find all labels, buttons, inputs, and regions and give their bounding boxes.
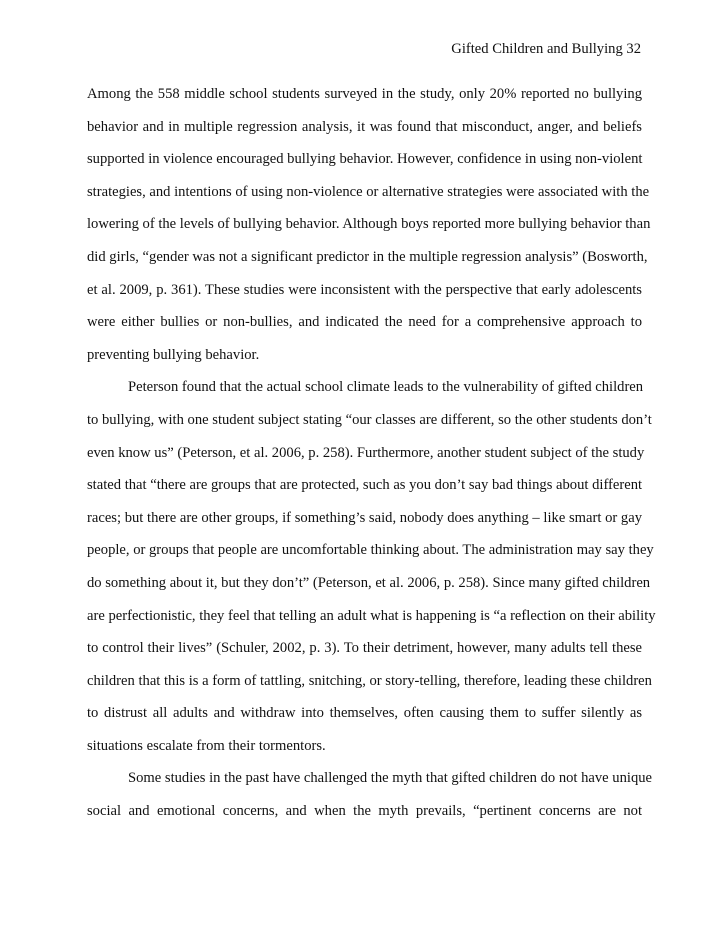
text-line: do something about it, but they don’t” (Peterson, et al. 2006, p. 258). Since many gifted children bbox=[87, 574, 651, 591]
text-line: to distrust all adults and withdraw into themselves, often causing them to suffer silently as bbox=[87, 705, 642, 722]
text-line: even know us” (Peterson, et al. 2006, p. 258). Furthermore, another student subject of the study bbox=[87, 444, 645, 461]
text-line: to bullying, with one student subject stating “our classes are different, so the other students don’t bbox=[87, 411, 652, 428]
text-line: Among the 558 middle school students surveyed in the study, only 20% reported no bullying bbox=[87, 86, 642, 102]
text-line: supported in violence encouraged bullying behavior. However, confidence in using non-violent bbox=[87, 151, 643, 168]
text-line: are perfectionistic, they feel that telling an adult what is happening is “a reflection on their ability bbox=[87, 607, 656, 624]
text-line: did girls, “gender was not a significant predictor in the multiple regression analysis” (Bosworth, bbox=[87, 248, 648, 265]
text-line: social and emotional concerns, and when the myth prevails, “pertinent concerns are not bbox=[87, 803, 642, 820]
text-line: strategies, and intentions of using non-violence or alternative strategies were associated with the bbox=[87, 183, 650, 200]
text-line: to control their lives” (Schuler, 2002, p. 3). To their detriment, however, many adults tell these bbox=[87, 640, 642, 657]
text-line: stated that “there are groups that are protected, such as you don’t say bad things about different bbox=[87, 477, 643, 494]
page-body bbox=[87, 85, 656, 835]
text-line: races; but there are other groups, if something’s said, nobody does anything – like smart or gay bbox=[87, 509, 642, 526]
paragraph-end-line: situations escalate from their tormentors. bbox=[87, 737, 326, 754]
running-head: Gifted Children and Bullying 32 bbox=[451, 41, 641, 57]
paragraph-first-line: Peterson found that the actual school climate leads to the vulnerability of gifted children bbox=[128, 379, 644, 396]
text-line: et al. 2009, p. 361). These studies were inconsistent with the perspective that early adolescents bbox=[87, 281, 642, 298]
paragraph-end-line: preventing bullying behavior. bbox=[87, 346, 260, 363]
text-line: people, or groups that people are uncomfortable thinking about. The administration may say they bbox=[87, 542, 654, 559]
text-line: behavior and in multiple regression analysis, it was found that misconduct, anger, and beliefs bbox=[87, 118, 642, 135]
text-line: children that this is a form of tattling, snitching, or story-telling, therefore, leading these children bbox=[87, 672, 652, 689]
paragraph-first-line: Some studies in the past have challenged the myth that gifted children do not have unique bbox=[128, 770, 653, 787]
text-line: were either bullies or non-bullies, and indicated the need for a comprehensive approach to bbox=[87, 314, 642, 331]
text-line: lowering of the levels of bullying behavior. Although boys reported more bullying behavior than bbox=[87, 216, 651, 233]
